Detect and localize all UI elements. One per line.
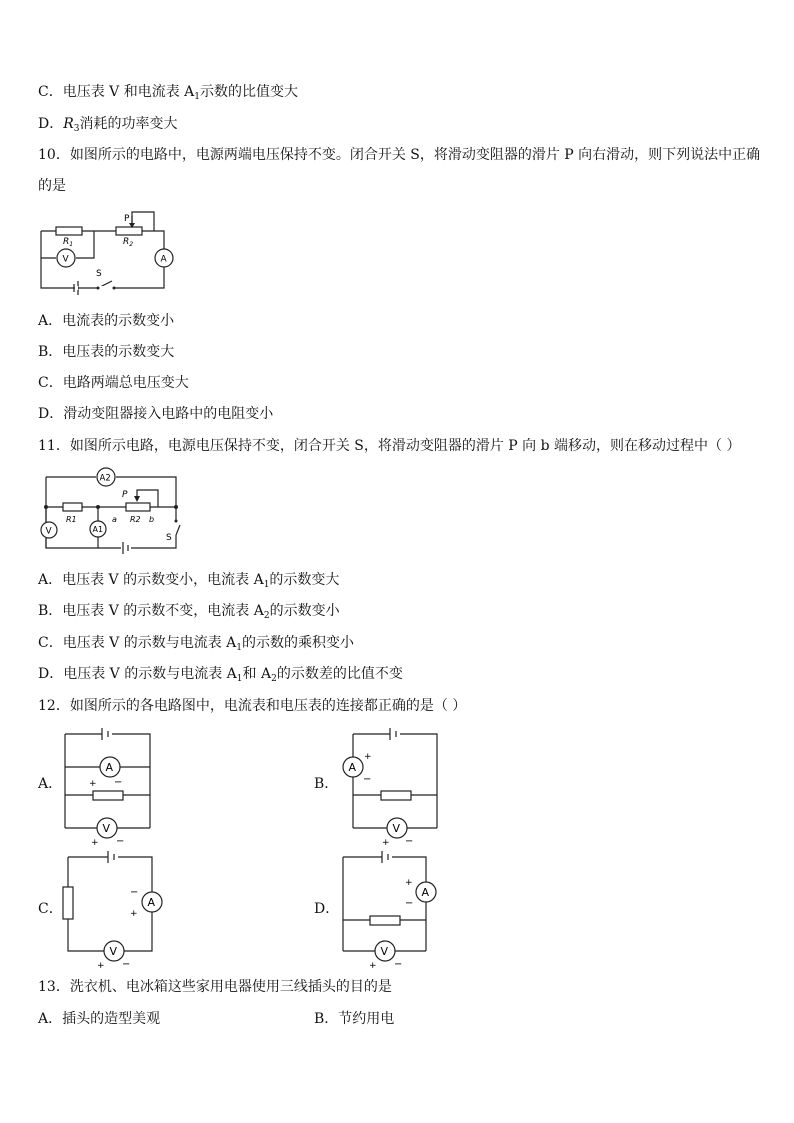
q12-circuit-d [338,845,448,970]
q12d-a-minus: − [405,898,414,909]
q10-stem-cont: 的是 [38,178,66,194]
q12-label-a: A． [38,776,63,792]
q12c-v-plus: + [97,961,105,971]
q9-option-c: C．电压表 V 和电流表 $A_1$示数的比值变大 [38,84,299,102]
q12a-voltmeter: V [102,822,111,835]
q12b-v-plus: + [382,838,390,848]
q12c-voltmeter: V [109,945,118,958]
q11-option-a: A．电压表 V 的示数变小，电流表 $A_1$的示数变大 [38,572,340,590]
q12a-a-minus: − [114,777,123,788]
q11-fig-r2: R2 [130,515,141,524]
q11-circuit-diagram [36,463,186,558]
q10-fig-r2: $R_2$ [123,237,134,248]
q13-stem: 13．洗衣机、电冰箱这些家用电器使用三线插头的目的是 [38,979,392,995]
q11-fig-a2: A2 [99,473,111,484]
q12c-a-plus: + [130,909,138,919]
q9-option-d: D．$R_3$消耗的功率变大 [38,116,178,134]
q12a-ammeter: A [105,761,114,774]
q11-fig-v: V [45,526,52,537]
q12a-v-minus: − [116,836,125,847]
q10-fig-s: S [96,269,102,279]
q12d-ammeter: A [421,886,430,899]
q12-label-b: B． [314,776,339,792]
q12c-ammeter: A [147,896,156,909]
q13-option-b: B．节约用电 [314,1011,395,1027]
q12b-voltmeter: V [392,822,401,835]
q10-option-c: C．电路两端总电压变大 [38,375,189,391]
q10-circuit-diagram [36,208,178,298]
q10-fig-r1: $R_1$ [63,237,74,248]
q11-fig-a: a [112,515,117,524]
q12d-voltmeter: V [380,945,389,958]
q12-stem: 12．如图所示的各电路图中，电流表和电压表的连接都正确的是（ ） [38,698,467,714]
q12d-v-minus: − [394,959,403,970]
q10-option-a: A．电流表的示数变小 [38,313,175,329]
q10-fig-v: V [62,254,69,265]
q11-option-b: B．电压表 V 的示数不变，电流表 $A_2$的示数变小 [38,603,340,621]
q10-fig-p: P [124,214,130,224]
q11-fig-r1: R1 [66,515,77,524]
q12-circuit-a [60,722,155,847]
q11-option-d: D．电压表 V 的示数与电流表 $A_1$和 $A_2$的示数差的比值不变 [38,666,403,684]
q12-circuit-c [60,845,170,970]
q12-label-c: C． [38,901,63,917]
q12b-v-minus: − [405,836,414,847]
q11-stem: 11．如图所示电路，电源电压保持不变，闭合开关 S，将滑动变阻器的滑片 P 向 b 端移动，则在移动过程中（ ） [38,438,741,454]
q12b-ammeter: A [348,761,357,774]
q11-fig-p: P [122,490,128,500]
q12-label-d: D． [314,901,340,917]
q12b-a-minus: − [363,774,372,785]
q12a-a-plus: + [89,779,97,789]
q10-stem: 10．如图所示的电路中，电源两端电压保持不变。闭合开关 S，将滑动变阻器的滑片 P 向右滑动，则下列说法中正确 [38,147,761,163]
q12c-v-minus: − [122,959,131,970]
q10-option-d: D．滑动变阻器接入电路中的电阻变小 [38,406,274,422]
q10-fig-a: A [160,254,167,265]
q12d-v-plus: + [369,961,377,971]
q12-circuit-b [345,722,445,847]
q11-fig-b: b [149,515,155,524]
q12c-a-minus: − [130,887,139,898]
q10-option-b: B．电压表的示数变大 [38,344,175,360]
q12d-a-plus: + [405,878,413,888]
q12b-a-plus: + [364,752,372,762]
q11-fig-s: S [166,533,172,543]
q13-option-a: A．插头的造型美观 [38,1011,161,1027]
q11-option-c: C．电压表 V 的示数与电流表 $A_1$的示数的乘积变小 [38,635,355,653]
q11-fig-a1: A1 [92,525,104,534]
q12a-v-plus: + [91,838,99,848]
